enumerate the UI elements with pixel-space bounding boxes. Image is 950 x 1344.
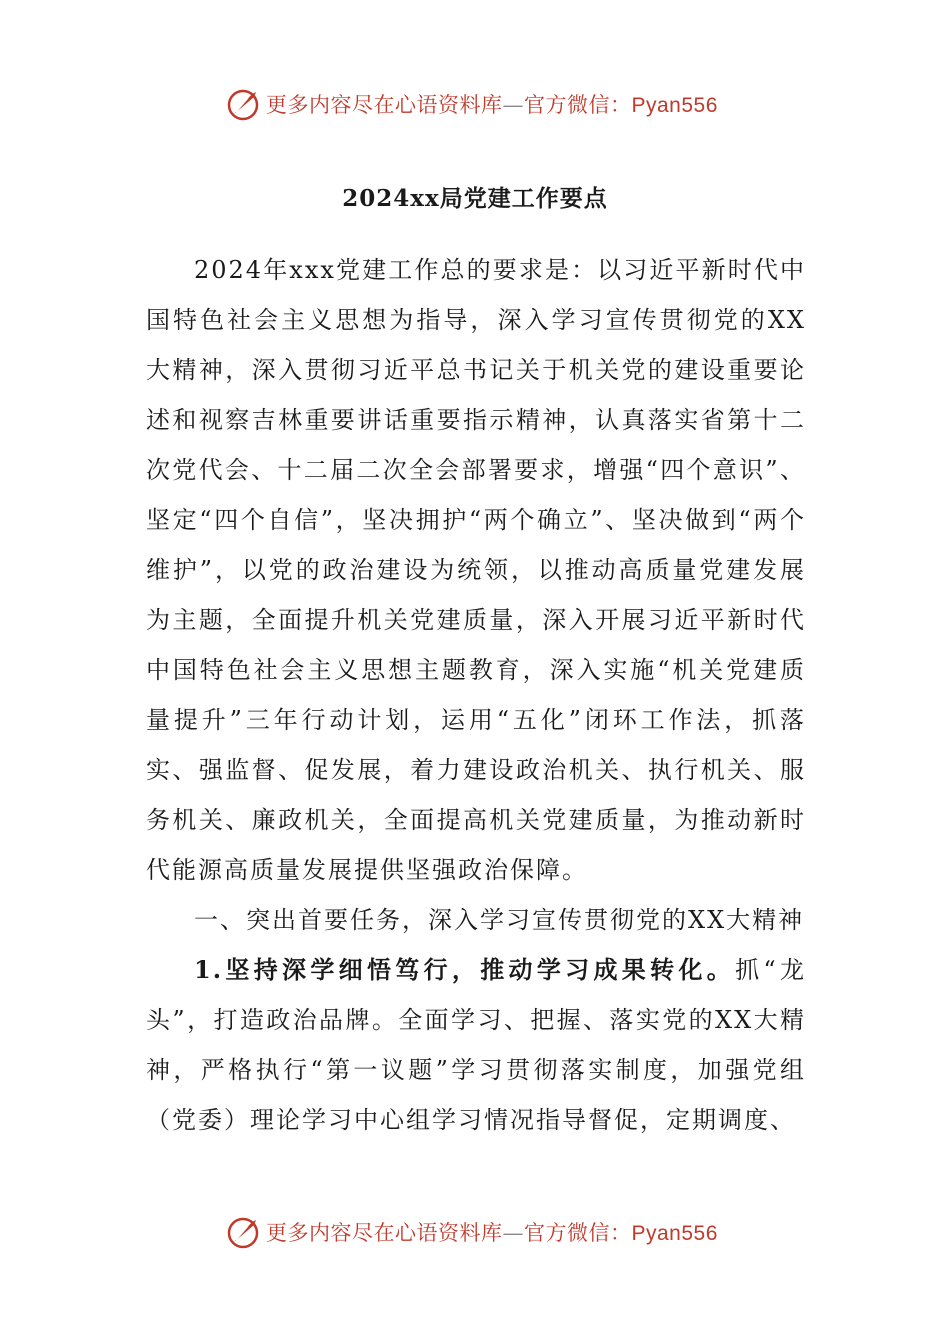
watermark-footer bbox=[226, 1212, 718, 1252]
watermark-site-name: 更多内容尽在心语资料库 bbox=[266, 1221, 503, 1245]
watermark-dash: — bbox=[502, 1221, 524, 1245]
section-heading: 一、突出首要任务，深入学习宣传贯彻党的XX大精神 bbox=[194, 906, 805, 934]
item-paragraph bbox=[146, 945, 806, 1145]
watermark-text bbox=[266, 89, 718, 119]
watermark-header bbox=[226, 84, 718, 124]
watermark-dash: — bbox=[502, 93, 524, 117]
watermark-text bbox=[266, 1217, 718, 1247]
quill-logo-icon bbox=[226, 1214, 262, 1250]
watermark-site-name: 更多内容尽在心语资料库 bbox=[266, 93, 503, 117]
intro-paragraph: 2024年xxx党建工作总的要求是：以习近平新时代中国特色社会主义思想为指导，深入学习宣传贯彻党的XX大精神，深入贯彻习近平总书记关于机关党的建设重要论述和视察吉林重要讲话重要指示精神，认真落实省第十二次党代会、十二届二次全会部署要求，增强“四个意识”、坚定“四个自信”，坚决拥护“两个确立”、坚决做到“两个维护”，以党的政治建设为统领，以推动高质量党建发展为主题，全面提升机关党建质量，深入开展习近平新时代中国特色社会主义思想主题教育，深入实施“机关党建质量提升”三年行动计划，运用“五化”闭环工作法，抓落实、强监督、促发展，着力建设政治机关、执行机关、服务机关、廉政机关，全面提高机关党建质量，为推动新时代能源高质量发展提供坚强政治保障。 bbox=[146, 256, 806, 884]
document-title: 2024xx局党建工作要点 bbox=[342, 185, 608, 212]
quill-logo-icon bbox=[226, 86, 262, 122]
watermark-wechat-label: 官方微信： bbox=[524, 93, 632, 117]
item-heading: 1.坚持深学细悟笃行，推动学习成果转化。 bbox=[194, 955, 736, 984]
watermark-wechat-label: 官方微信： bbox=[524, 1221, 632, 1245]
document-body bbox=[146, 245, 806, 1145]
watermark-account: Pyan556 bbox=[631, 1222, 718, 1245]
watermark-account: Pyan556 bbox=[631, 94, 718, 117]
item-text: 抓“龙头”，打造政治品牌。全面学习、把握、落实党的XX大精神，严格执行“第一议题”学习贯彻落实制度，加强党组（党委）理论学习中心组学习情况指导督促，定期调度、 bbox=[146, 956, 806, 1134]
